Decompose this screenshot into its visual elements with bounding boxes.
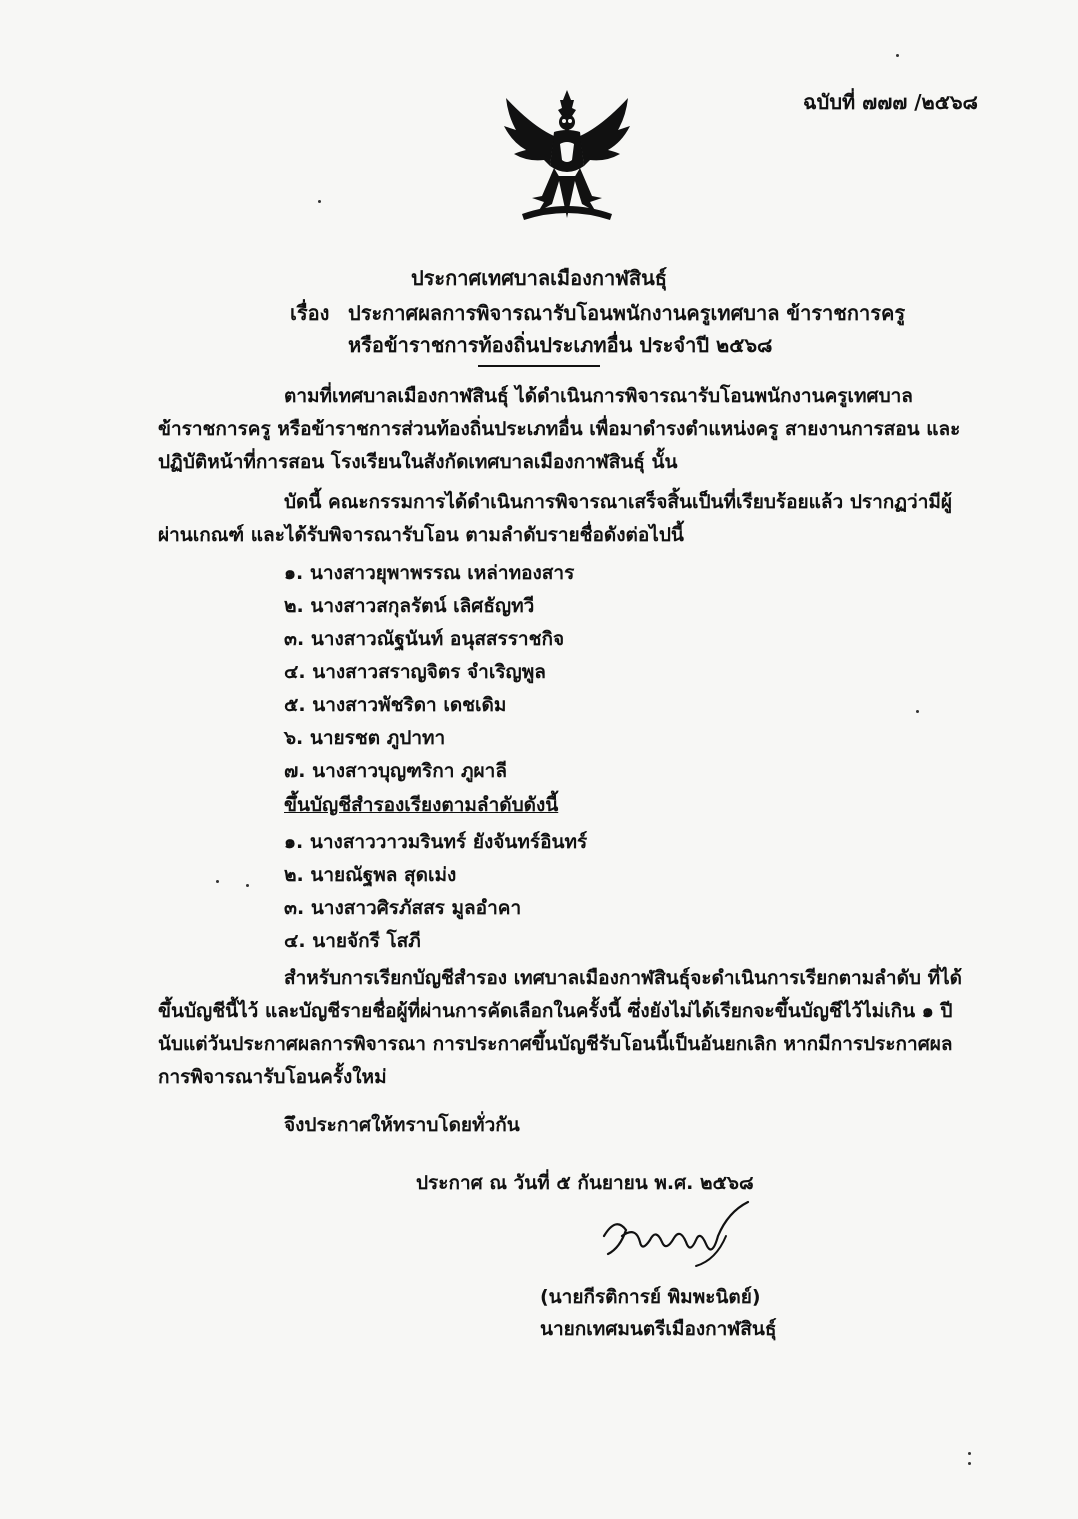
reserve-heading: ขึ้นบัญชีสำรองเรียงตามลำดับดังนี้	[284, 794, 559, 816]
scan-speck	[968, 1462, 971, 1465]
scan-speck	[968, 1452, 971, 1455]
paragraph-intro	[158, 380, 978, 479]
paragraph-reserve-note	[158, 962, 978, 1094]
list-item: ๔. นายจักรี โสภี	[284, 930, 421, 952]
list-item: ๑. นางสาวยุพาพรรณ เหล่าทองสาร	[284, 562, 575, 584]
subject-line-2: หรือข้าราชการท้องถิ่นประเภทอื่น ประจำปี ๒๕๖๘	[348, 333, 773, 357]
document-number: ฉบับที่ ๗๗๗ /๒๕๖๘	[803, 90, 978, 114]
list-item: ๕. นางสาวพัชริดา เดชเดิม	[284, 694, 507, 716]
list-item: ๒. นายณัฐพล สุดเม่ง	[284, 864, 457, 886]
subject-line-1: ประกาศผลการพิจารณารับโอนพนักงานครูเทศบาล ข้าราชการครู	[348, 301, 906, 325]
scan-speck	[916, 710, 919, 713]
page-title: ประกาศเทศบาลเมืองกาฬสินธุ์	[410, 266, 667, 290]
scan-speck	[896, 54, 899, 57]
scan-speck	[318, 200, 321, 203]
list-item: ๗. นางสาวบุญฑริกา ภูผาลี	[284, 760, 507, 782]
reserve-list	[284, 826, 587, 958]
scan-speck	[216, 880, 219, 883]
list-item: ๖. นายรชต ภูปาทา	[284, 727, 446, 749]
paragraph-result	[158, 486, 978, 552]
signer-name: (นายกีรติการย์ พิมพะนิตย์)	[540, 1286, 761, 1308]
list-item: ๓. นางสาวศิรภัสสร มูลอำคา	[284, 897, 522, 919]
garuda-emblem-icon	[492, 86, 642, 236]
scan-speck	[246, 884, 249, 887]
title-divider	[478, 365, 600, 367]
announcement-date: ประกาศ ณ วันที่ ๕ กันยายน พ.ศ. ๒๕๖๘	[416, 1172, 754, 1194]
paragraph-intro-text: ตามที่เทศบาลเมืองกาฬสินธุ์ ได้ดำเนินการพิจารณารับโอนพนักงานครูเทศบาล ข้าราชการครู หรือข้าราชการส่วนท้องถิ่นประเภทอื่น เพื่อมาดำรงตำแหน่งครู สายงานการสอน และปฏิบัติหน้าที่การสอน โรงเรียนในสังกัดเทศบาลเมืองกาฬสินธุ์ นั้น	[158, 385, 961, 473]
signer-position: นายกเทศมนตรีเมืองกาฬสินธุ์	[540, 1318, 777, 1340]
paragraph-result-text: บัดนี้ คณะกรรมการได้ดำเนินการพิจารณาเสร็จสิ้นเป็นที่เรียบร้อยแล้ว ปรากฏว่ามีผู้ผ่านเกณฑ์ และได้รับพิจารณารับโอน ตามลำดับรายชื่อดังต่อไปนี้	[158, 491, 953, 546]
list-item: ๑. นางสาววาวมรินทร์ ยังจันทร์อินทร์	[284, 831, 588, 853]
subject-label: เรื่อง	[290, 301, 330, 325]
list-item: ๔. นางสาวสราญจิตร จำเริญพูล	[284, 661, 546, 683]
closing-statement: จึงประกาศให้ทราบโดยทั่วกัน	[284, 1114, 520, 1136]
paragraph-reserve-note-text: สำหรับการเรียกบัญชีสำรอง เทศบาลเมืองกาฬสินธุ์จะดำเนินการเรียกตามลำดับ ที่ได้ขึ้นบัญชีนี้ไว้ และบัญชีรายชื่อผู้ที่ผ่านการคัดเลือกในครั้งนี้ ซึ่งยังไม่ได้เรียกจะขึ้นบัญชีไว้ไม่เกิน ๑ ปี นับแต่วันประกาศผลการพิจารณา การประกาศขึ้นบัญชีรับโอนนี้เป็นอันยกเลิก หากมีการประกาศผลการพิจารณารับโอนครั้งใหม่	[158, 967, 962, 1088]
handwritten-signature-icon	[596, 1196, 756, 1276]
selected-list	[284, 557, 574, 788]
list-item: ๒. นางสาวสกุลรัตน์ เลิศธัญทวี	[284, 595, 535, 617]
list-item: ๓. นางสาวณัฐนันท์ อนุสสรราชกิจ	[284, 628, 565, 650]
